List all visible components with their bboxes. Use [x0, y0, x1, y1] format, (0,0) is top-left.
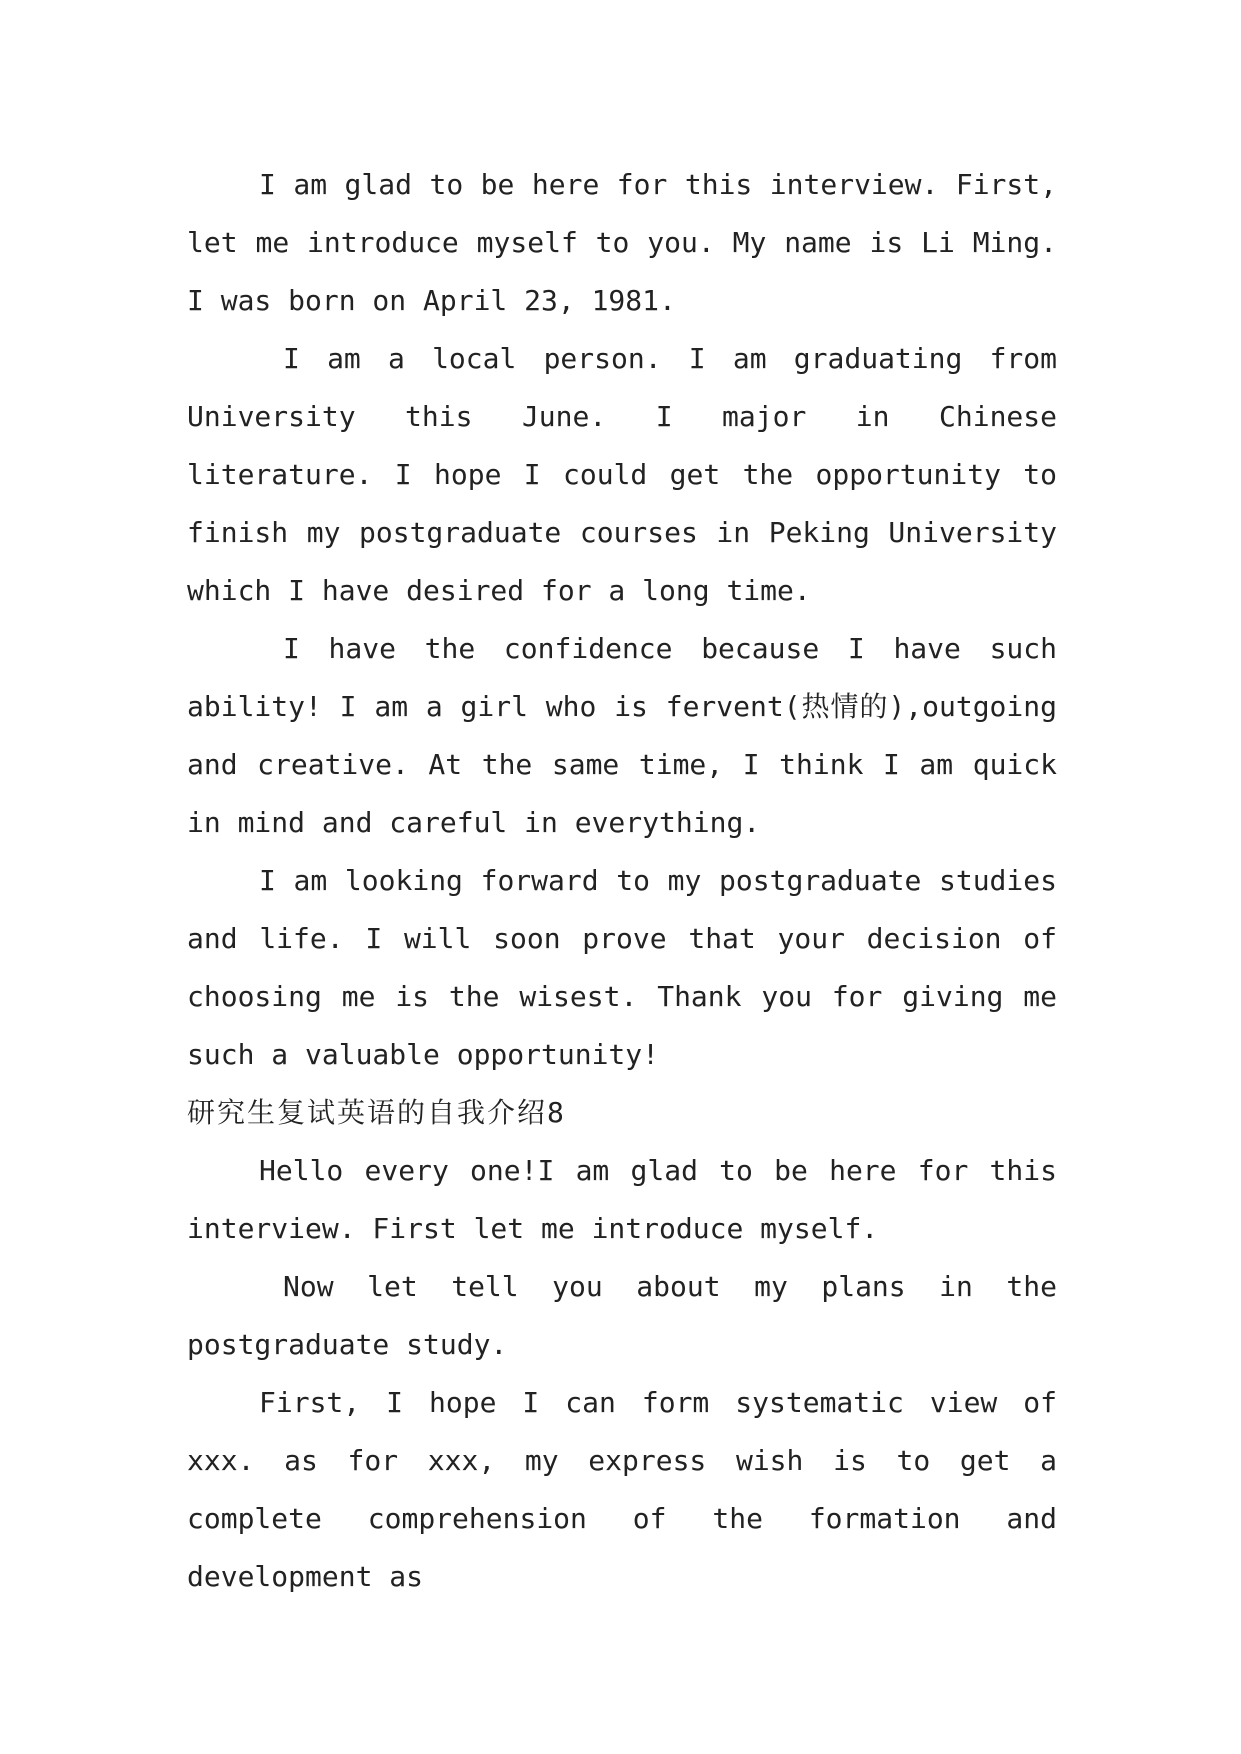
paragraph-greeting: Hello every one!I am glad to be here for this interview. First let me introduce myself.: [187, 1154, 1057, 1245]
section-heading: 研究生复试英语的自我介绍8: [187, 1096, 566, 1129]
paragraph-confidence: I have the confidence because I have such ability! I am a girl who is fervent(热情的),outgoing and creative. At the same time, I think I am quick in mind and careful in everything.: [187, 632, 1057, 839]
paragraph-intro: I am glad to be here for this interview. First, let me introduce myself to you. My name is Li Ming. I was born on April 23, 1981.: [187, 168, 1057, 317]
paragraph-background: I am a local person. I am graduating from University this June. I major in Chinese literature. I hope I could get the opportunity to finish my postgraduate courses in Peking University which I have desired for a long time.: [187, 342, 1057, 607]
paragraph-closing: I am looking forward to my postgraduate studies and life. I will soon prove that your decision of choosing me is the wisest. Thank you for giving me such a valuable opportunity!: [187, 864, 1057, 1071]
paragraph-first-plan: First, I hope I can form systematic view of xxx. as for xxx, my express wish is to get a complete comprehension of the formation and development as: [187, 1386, 1057, 1593]
document-body: [187, 156, 1057, 1606]
paragraph-plans: Now let tell you about my plans in the postgraduate study.: [187, 1270, 1057, 1361]
